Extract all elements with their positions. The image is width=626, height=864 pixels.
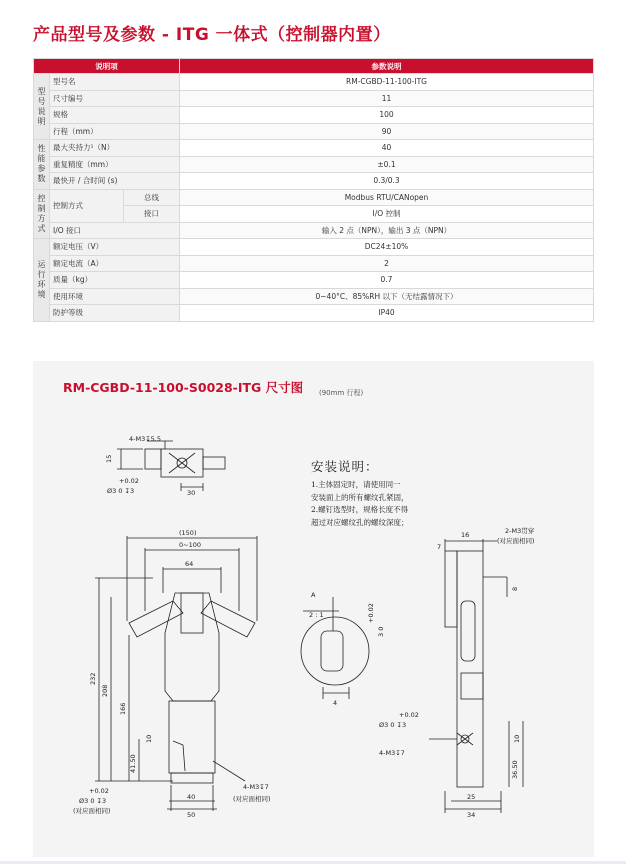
jaw-housing <box>181 593 203 633</box>
row-label: 规格 <box>50 107 180 124</box>
side-view-body <box>457 551 483 787</box>
row-label: 控制方式 <box>50 189 124 222</box>
right-finger <box>201 601 255 637</box>
row-value: 100 <box>180 107 594 124</box>
detail-a-circle <box>301 617 369 685</box>
drawing-title: RM-CGBD-11-100-S0028-ITG 尺寸图 <box>63 380 304 395</box>
row-value: Modbus RTU/CANopen <box>180 189 594 206</box>
dim-m3-through: 2-M3贯穿 <box>505 527 535 535</box>
lower-body <box>169 701 215 773</box>
row-value: 0.3/0.3 <box>180 173 594 190</box>
dim-25: 25 <box>467 793 476 801</box>
row-label: 型号名 <box>50 74 180 91</box>
dim-phi3-side: Ø3 0 ↧3 <box>379 721 407 729</box>
table-row <box>34 123 594 140</box>
dim-tol-top: +0.02 <box>119 477 139 485</box>
group-env: 运 行 环 境 <box>34 239 50 322</box>
table-row <box>34 288 594 305</box>
dimension-drawing-panel <box>33 361 594 857</box>
install-heading: 安装说明： <box>311 459 379 474</box>
header-value: 参数说明 <box>180 59 594 74</box>
table-row <box>34 156 594 173</box>
dim-36-50: 36.50 <box>511 760 519 779</box>
row-value: 40 <box>180 140 594 157</box>
row-value: I/O 控制 <box>180 206 594 223</box>
left-finger <box>129 601 183 637</box>
dim-41-50: 41.50 <box>129 754 137 773</box>
drawing-subtitle: (90mm 行程) <box>319 389 364 397</box>
row-label: I/O 接口 <box>50 222 180 239</box>
row-label: 使用环境 <box>50 288 180 305</box>
gripper-body <box>165 593 219 701</box>
row-value: DC24±10% <box>180 239 594 256</box>
page-title: 产品型号及参数 - ITG 一体式（控制器内置） <box>33 25 391 45</box>
row-sublabel: 总线 <box>124 189 180 206</box>
row-value: 0~40°C、85%RH 以下（无结露情况下） <box>180 288 594 305</box>
row-value: 90 <box>180 123 594 140</box>
table-row <box>34 305 594 322</box>
top-view-connector <box>203 457 225 469</box>
dim-0-100: 0~100 <box>179 541 201 549</box>
table-row <box>34 222 594 239</box>
dim-phi3-top: Ø3 0 ↧3 <box>107 487 135 495</box>
dim-10: 10 <box>145 734 153 743</box>
table-row <box>34 107 594 124</box>
group-perf: 性 能 参 数 <box>34 140 50 190</box>
dim-50: 50 <box>187 811 196 819</box>
dim-tol-detail: +0.02 <box>367 603 375 623</box>
dim-64: 64 <box>185 560 194 568</box>
install-line: 安装面上的所有螺纹孔紧固， <box>311 492 409 502</box>
dim-same-side-mid: (对应面相同) <box>233 795 271 803</box>
install-line: 2.螺钉选型时，规格长度不得 <box>311 505 409 514</box>
technical-drawing <box>33 361 594 857</box>
table-row <box>34 74 594 91</box>
dim-30: 30 <box>187 489 196 497</box>
table-row <box>34 272 594 289</box>
dim-same-side-left: (对应面相同) <box>73 807 111 815</box>
table-row <box>34 90 594 107</box>
row-value: 输入 2 点（NPN），输出 3 点（NPN） <box>180 222 594 239</box>
row-label: 防护等级 <box>50 305 180 322</box>
table-row <box>34 140 594 157</box>
dim-phi3-bottom: Ø3 0 ↧3 <box>79 797 107 805</box>
dim-10-side: 10 <box>513 734 521 743</box>
detail-scale: 2 : 1 <box>309 611 324 619</box>
table-row <box>34 239 594 256</box>
row-label: 最快开 / 合时间 (s) <box>50 173 180 190</box>
dim-208: 208 <box>101 684 109 697</box>
dim-tol-bottom: +0.02 <box>89 787 109 795</box>
dim-16: 16 <box>461 531 470 539</box>
row-value: RM-CGBD-11-100-ITG <box>180 74 594 91</box>
row-label: 质量（kg） <box>50 272 180 289</box>
row-label: 额定电压（V） <box>50 239 180 256</box>
row-value: IP40 <box>180 305 594 322</box>
row-label: 尺寸编号 <box>50 90 180 107</box>
row-value: 11 <box>180 90 594 107</box>
row-label: 重复精度（mm） <box>50 156 180 173</box>
dim-34: 34 <box>467 811 476 819</box>
dim-tol-side: +0.02 <box>399 711 419 719</box>
dim-166: 166 <box>119 702 127 715</box>
table-row <box>34 255 594 272</box>
spec-table <box>33 58 594 322</box>
table-header-row <box>34 59 594 74</box>
dim-m3-top: 4-M3↧5.5 <box>129 435 162 443</box>
install-line: 超过对应螺纹孔的螺纹深度； <box>311 517 409 527</box>
dim-15: 15 <box>105 454 113 463</box>
dim-4: 4 <box>333 699 338 707</box>
dim-7: 7 <box>437 543 442 551</box>
row-value: 2 <box>180 255 594 272</box>
install-line: 1.主体固定时，请使用同一 <box>311 480 401 489</box>
row-label: 额定电流（A） <box>50 255 180 272</box>
table-row <box>34 173 594 190</box>
dim-m3-side: 4-M3↧7 <box>379 749 405 757</box>
row-value: ±0.1 <box>180 156 594 173</box>
dim-3-0: 3 0 <box>377 626 385 637</box>
row-label: 行程（mm） <box>50 123 180 140</box>
row-value: 0.7 <box>180 272 594 289</box>
detail-a-label: A <box>311 591 316 599</box>
dim-40: 40 <box>187 793 196 801</box>
dim-m3-bottom: 4-M3↧7 <box>243 783 269 791</box>
top-view-left-block <box>145 449 161 469</box>
row-label: 最大夹持力¹（N） <box>50 140 180 157</box>
dim-8: 8 <box>511 586 519 591</box>
dim-150: (150) <box>179 529 197 537</box>
dim-same-side-right: (对应面相同) <box>497 537 535 545</box>
row-sublabel: 接口 <box>124 206 180 223</box>
header-item: 说明项 <box>34 59 180 74</box>
group-model: 型 号 说 明 <box>34 74 50 140</box>
table-row <box>34 189 594 206</box>
group-ctrl: 控 制 方 式 <box>34 189 50 239</box>
dim-232: 232 <box>89 672 97 685</box>
